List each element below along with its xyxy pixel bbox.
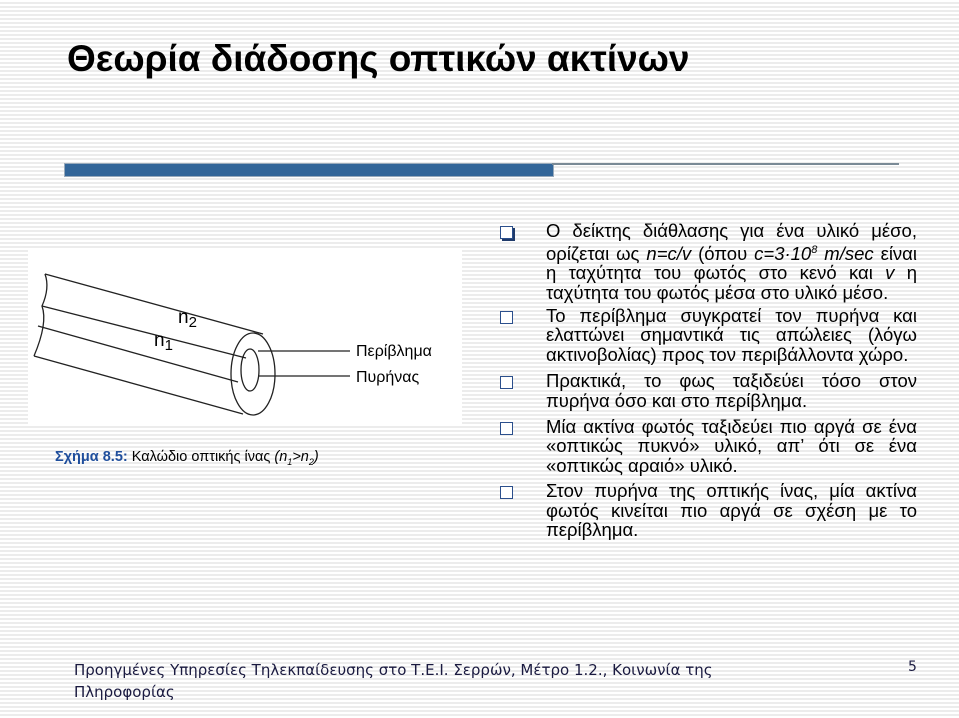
cladding-bottom-edge bbox=[34, 356, 243, 414]
bullet-item bbox=[497, 221, 917, 303]
footer-text: Προηγμένες Υπηρεσίες Τηλεκπαίδευσης στο Τ.Ε.Ι. Σερρών, Μέτρο 1.2., Κοινωνία της Πληροφορίας bbox=[74, 661, 713, 701]
core-label: Πυρήνας bbox=[356, 369, 420, 386]
core-end bbox=[241, 349, 259, 391]
checkbox-bullet-icon bbox=[500, 311, 513, 324]
bullet-text-segment: v bbox=[885, 262, 895, 284]
bullet-list bbox=[497, 221, 917, 540]
bullet-item: Το περίβλημα συγκρατεί τον πυρήνα και ελαττώνει σημαντικά τις απώλειες (λόγω ακτινοβολίας) προς τον περιβάλλοντα χώρο. bbox=[497, 306, 917, 365]
svg-text:n2: $n_2$ bbox=[178, 307, 197, 331]
bullet-text-segment: 8 bbox=[811, 243, 818, 256]
bullet-text-segment: (όπου bbox=[691, 242, 755, 264]
title-accent-line bbox=[552, 163, 899, 165]
bullet-text-segment: Ο δείκτης διάθλασης για ένα υλικό μέσο, ορίζεται ως bbox=[546, 220, 917, 264]
checkbox-bullet-icon bbox=[500, 486, 513, 499]
cladding-top-edge bbox=[45, 274, 263, 334]
checkbox-bullet-icon bbox=[500, 422, 513, 435]
svg-text:n1: $n_1$ bbox=[154, 330, 173, 354]
title-accent-bar bbox=[64, 163, 554, 177]
bullet-text-segment: είναι η ταχύτητα του φωτός στο κενό και bbox=[546, 242, 917, 284]
bullet-item: Μία ακτίνα φωτός ταξιδεύει πιο αργά σε ένα «οπτικώς πυκνό» υλικό, απ’ ότι σε ένα «οπτικώς αραιό» υλικό. bbox=[497, 417, 917, 476]
bullet-text-segment: η ταχύτητα του φωτός μέσα στο υλικό μέσο. bbox=[546, 262, 917, 303]
slide-title: Θεωρία διάδοσης οπτικών ακτίνων bbox=[67, 38, 690, 79]
cladding-end bbox=[231, 333, 275, 415]
optical-fiber-diagram bbox=[28, 248, 462, 425]
bullet-item: Πρακτικά, το φως ταξιδεύει τόσο στον πυρήνα όσο και στο περίβλημα. bbox=[497, 371, 917, 410]
bullet-text-segment: c=3·10 bbox=[754, 242, 812, 264]
checkbox-bullet-icon bbox=[500, 226, 513, 239]
bullet-text-segment: m/sec bbox=[817, 242, 874, 264]
fiber-figure bbox=[28, 248, 462, 425]
fiber-cut-edge bbox=[34, 274, 47, 356]
bullet-text-segment: n=c/v bbox=[646, 242, 692, 264]
cladding-label: Περίβλημα bbox=[356, 343, 432, 360]
figure-caption: Σχήμα 8.5: Καλώδιο οπτικής ίνας $(n_1>n_2)$ bbox=[55, 449, 319, 467]
bullet-item: Στον πυρήνα της οπτικής ίνας, μία ακτίνα φωτός κινείται πιο αργά σε σχέση με το περίβλημα. bbox=[497, 481, 917, 540]
page-number: 5 bbox=[908, 659, 917, 675]
checkbox-bullet-icon bbox=[500, 376, 513, 389]
